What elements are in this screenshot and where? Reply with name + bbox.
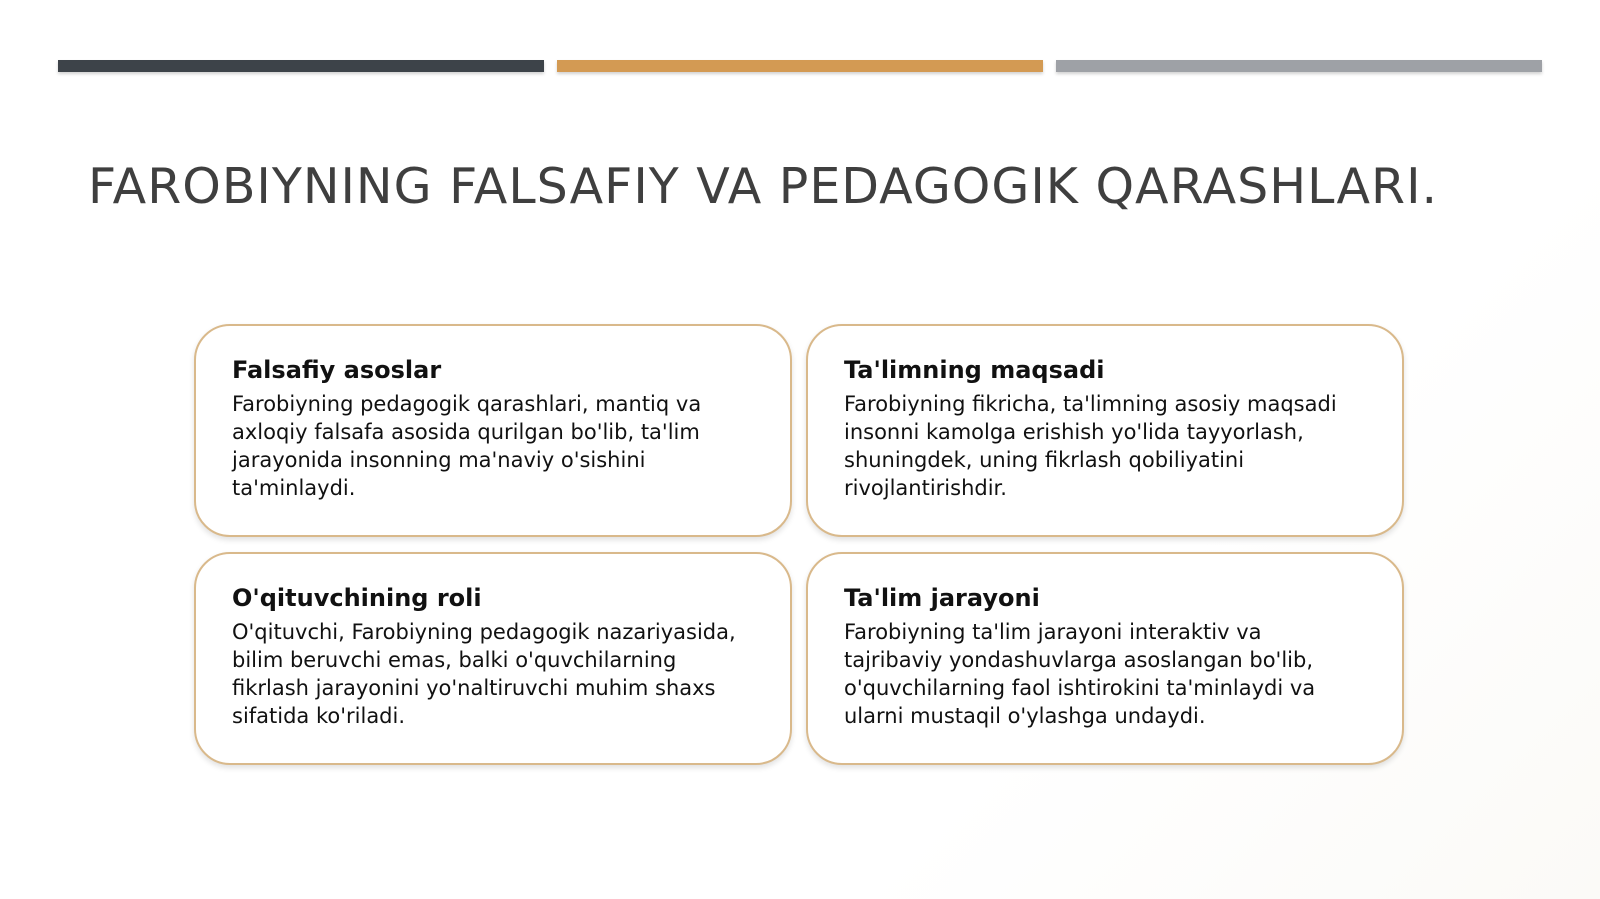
accent-bar-dark [58,60,544,72]
card-text-line: rivojlantirishdir. [844,476,1007,500]
accent-bar-gray [1056,60,1542,72]
card-text [232,390,760,502]
card-text-line: ta'minlaydi. [232,476,356,500]
card-text-line: tajribaviy yondashuvlarga asoslangan bo'lib, [844,648,1314,672]
card-text-line: Farobiyning fikricha, ta'limning asosiy maqsadi [844,392,1337,416]
card-falsafiy-asoslar [194,324,792,537]
card-text-line: o'quvchilarning faol ishtirokini ta'minlaydi va [844,676,1316,700]
card-talim-jarayoni [806,552,1404,765]
card-heading: Ta'lim jarayoni [844,584,1040,612]
card-text-line: Farobiyning pedagogik qarashlari, mantiq va [232,392,702,416]
card-text-line: jarayonida insonning ma'naviy o'sishini [232,448,646,472]
card-text-line: sifatida ko'riladi. [232,704,406,728]
slide-title: FAROBIYNING FALSAFIY VA PEDAGOGIK QARASHLARI. [88,158,1439,215]
card-text [844,390,1372,502]
card-oqituvchining-roli [194,552,792,765]
card-text-line: shuningdek, uning fikrlash qobiliyatini [844,448,1245,472]
card-text-line: insonni kamolga erishish yo'lida tayyorlash, [844,420,1304,444]
card-talimning-maqsadi [806,324,1404,537]
card-text-line: axloqiy falsafa asosida qurilgan bo'lib, ta'lim [232,420,700,444]
card-text-line: ularni mustaqil o'ylashga undaydi. [844,704,1206,728]
card-text-line: fikrlash jarayonini yo'naltiruvchi muhim shaxs [232,676,716,700]
card-text [844,618,1372,730]
card-text [232,618,760,730]
card-heading: O'qituvchining roli [232,584,482,612]
card-heading: Ta'limning maqsadi [844,356,1105,384]
accent-bar-orange [557,60,1043,72]
card-text-line: Farobiyning ta'lim jarayoni interaktiv va [844,620,1262,644]
card-heading: Falsafiy asoslar [232,356,442,384]
card-text-line: bilim beruvchi emas, balki o'quvchilarning [232,648,677,672]
card-text-line: O'qituvchi, Farobiyning pedagogik nazariyasida, [232,620,736,644]
